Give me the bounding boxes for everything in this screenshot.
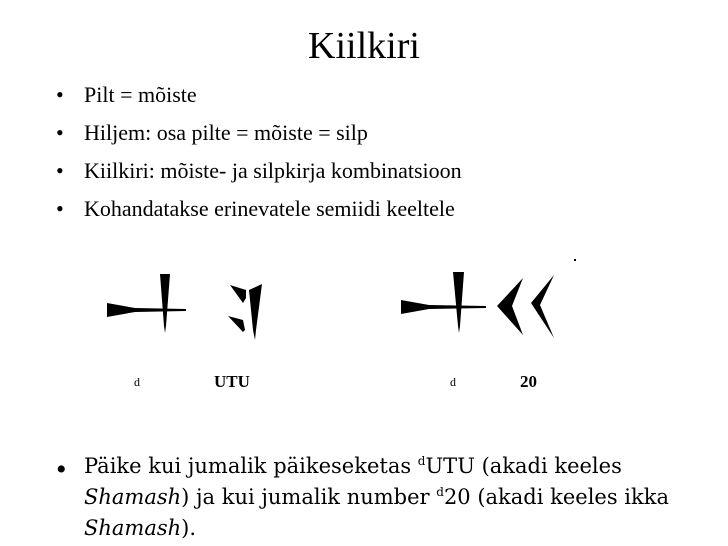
utu-sign-icon [228,284,262,340]
bullet-dot-icon: • [56,158,64,183]
bullet-list [56,76,462,228]
paragraph-part: UTU (akadi keeles [425,454,622,478]
bullet-dot-icon: • [56,82,64,107]
bullet-text: Kiilkiri: mõiste- ja silpkirja kombinatsioon [84,158,462,183]
right-determinative: d [450,375,456,389]
bullet-item [56,114,462,152]
paragraph-part: Päike kui jumalik päikeseketas [84,454,418,478]
bullet-dot-icon: • [56,196,64,221]
cuneiform-signs [90,258,580,406]
left-determinative: d [134,375,140,389]
paragraph-part: ). [181,516,197,540]
dot-mark-icon [574,259,576,261]
determinative-sup: d [436,485,444,499]
bullet-item [56,190,462,228]
bottom-paragraph [56,451,716,544]
paragraph-emphasis: Shamash [84,485,182,509]
bullet-dot-icon: • [56,120,64,145]
utu-label: UTU [214,372,250,391]
twenty-sign-icon [497,275,554,338]
paragraph-text [84,451,716,544]
determinative-sup: d [417,454,426,468]
cuneiform-figure [90,258,580,406]
bullet-item [56,152,462,190]
dingir-sign-left-icon [107,274,186,333]
bullet-text: Pilt = mõiste [84,82,197,107]
twenty-label: 20 [520,372,537,391]
paragraph-emphasis: Shamash [84,516,182,540]
dingir-sign-right-icon [401,272,486,333]
bullet-dot-icon: • [56,453,67,486]
paragraph-part: 20 (akadi keeles ikka [443,485,669,509]
bullet-text: Kohandatakse erinevatele semiidi keeltele [84,196,455,221]
slide-title: Kiilkiri [308,25,420,67]
bullet-text: Hiljem: osa pilte = mõiste = silp [84,120,368,145]
bullet-item [56,76,462,114]
paragraph-part: ) ja kui jumalik number [181,485,437,509]
